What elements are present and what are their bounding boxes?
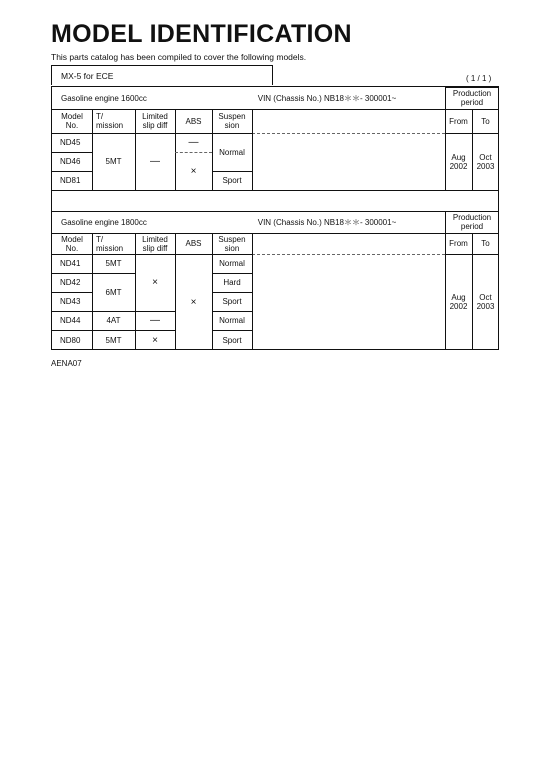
- col-to: To: [481, 239, 490, 248]
- model-label: MX-5 for ECE: [51, 65, 273, 85]
- col-suspension: Suspen sion: [218, 112, 246, 130]
- model-no-cell: ND44: [60, 316, 81, 325]
- production-to-cell: Oct 2003: [476, 293, 495, 311]
- vin-label-1600: VIN (Chassis No.) NB18＊＊- 300001~: [257, 93, 397, 103]
- lsd-cell: —: [150, 156, 160, 167]
- model-no-cell: ND45: [60, 138, 81, 147]
- lsd-cell: ×: [152, 277, 158, 288]
- model-no-cell: ND46: [60, 157, 81, 166]
- col-from: From: [449, 116, 468, 126]
- page-title: MODEL IDENTIFICATION: [51, 20, 352, 48]
- col-abs: ABS: [185, 239, 202, 248]
- model-no-cell: ND80: [60, 335, 81, 345]
- suspension-cell: Normal: [219, 259, 245, 268]
- col-model-no: Model No.: [61, 234, 83, 253]
- col-model-no: Model No.: [61, 112, 83, 130]
- suspension-cell: Sport: [222, 335, 242, 345]
- production-from-cell: Aug 2002: [449, 293, 468, 311]
- col-to: To: [481, 116, 490, 126]
- col-tmission: T/ mission: [96, 234, 124, 253]
- production-to-cell: Oct 2003: [476, 152, 495, 171]
- tmission-cell: 5MT: [105, 157, 122, 166]
- divider: [252, 109, 253, 190]
- production-period-header: Production period: [452, 213, 492, 231]
- lsd-cell: ×: [152, 334, 158, 346]
- divider: [252, 233, 253, 350]
- col-tmission: T/ mission: [96, 112, 124, 130]
- suspension-cell: Hard: [223, 278, 241, 287]
- suspension-cell: Sport: [222, 176, 242, 185]
- engine-label-1800: Gasoline engine 1800cc: [61, 217, 147, 227]
- tmission-cell: 5MT: [105, 259, 122, 268]
- abs-cell: ×: [190, 165, 197, 177]
- model-no-cell: ND42: [60, 278, 81, 287]
- col-lsd: Limited slip diff: [142, 234, 168, 253]
- suspension-cell: Sport: [222, 297, 242, 306]
- subtitle: This parts catalog has been compiled to cover the following models.: [51, 52, 307, 62]
- suspension-cell: Normal: [219, 147, 245, 157]
- vin-label-1800: VIN (Chassis No.) NB18＊＊- 300001~: [257, 217, 397, 227]
- footer-code: AENA07: [51, 359, 82, 368]
- divider: [52, 190, 499, 191]
- col-from: From: [449, 239, 468, 248]
- model-table: [51, 86, 499, 350]
- lsd-cell: —: [150, 315, 160, 326]
- tmission-cell: 4AT: [106, 316, 121, 325]
- col-suspension: Suspen sion: [218, 234, 246, 253]
- abs-cell: ×: [190, 296, 197, 308]
- tmission-cell: 6MT: [105, 287, 122, 297]
- production-from-cell: Aug 2002: [449, 152, 468, 171]
- divider: [252, 133, 445, 134]
- suspension-cell: Normal: [219, 316, 245, 325]
- model-no-cell: ND41: [60, 259, 81, 268]
- abs-cell: —: [188, 137, 199, 148]
- col-abs: ABS: [185, 116, 202, 126]
- col-lsd: Limited slip diff: [142, 112, 168, 130]
- page-number: ( 1 / 1 ): [466, 74, 492, 83]
- model-no-cell: ND43: [60, 297, 81, 306]
- divider: [252, 254, 445, 255]
- model-no-cell: ND81: [60, 176, 81, 185]
- engine-label-1600: Gasoline engine 1600cc: [61, 93, 147, 103]
- tmission-cell: 5MT: [105, 335, 122, 345]
- production-period-header: Production period: [452, 89, 492, 107]
